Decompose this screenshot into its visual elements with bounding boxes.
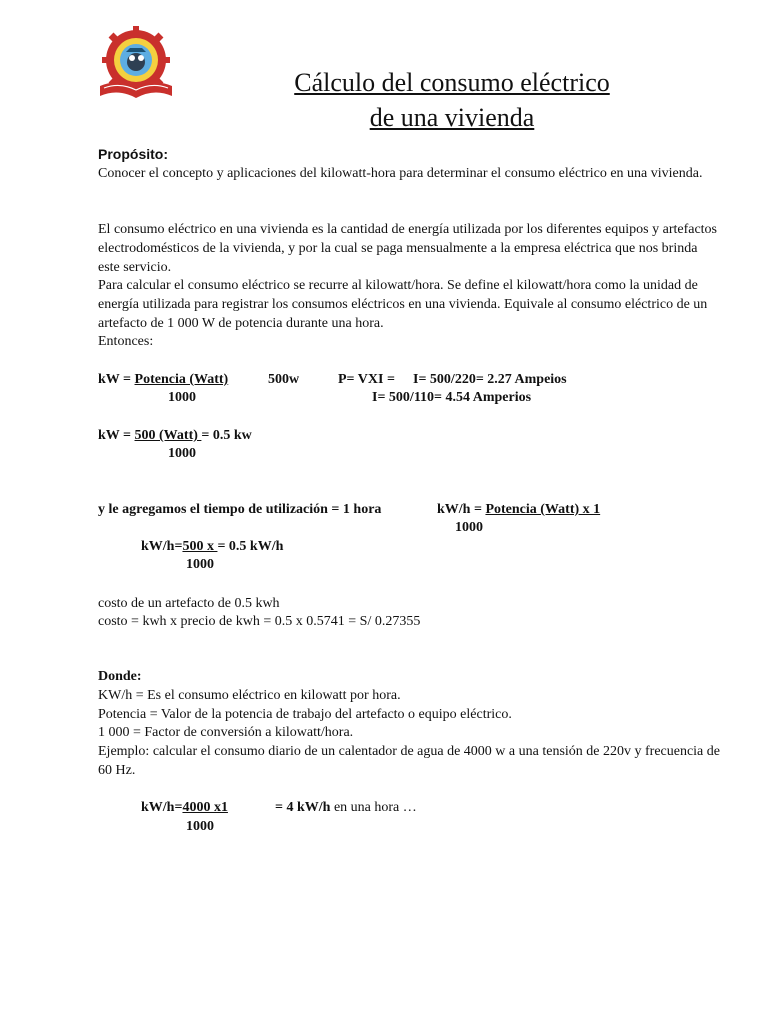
power-value: 500w: [268, 372, 300, 387]
formula-denominator: 1000: [186, 819, 214, 834]
formula-numerator: 4000 x1: [182, 800, 228, 815]
donde-heading: Donde:: [98, 669, 142, 684]
entonces-text: Entonces:: [98, 334, 154, 349]
time-usage-text: y le agregamos el tiempo de utilización = 1 hora: [98, 502, 382, 517]
current-220: I= 500/220= 2.27 Ampeios: [413, 372, 567, 387]
formula-numerator: 500 (Watt): [134, 428, 202, 443]
formula-result-value: = 4 kW/h: [275, 800, 331, 815]
purpose-text: Conocer el concepto y aplicaciones del kilowatt-hora para determinar el consumo eléctrico en una vivienda.: [98, 166, 703, 181]
formula-lhs: kW =: [98, 372, 135, 387]
formula-kwh-4000: [141, 798, 228, 817]
formula-kwh-500: [141, 537, 283, 556]
power-formula: P= VXI =: [338, 372, 395, 387]
current-110: I= 500/110= 4.54 Amperios: [372, 390, 532, 405]
formula-numerator: 500 x: [182, 539, 218, 554]
formula-denominator: 1000: [168, 446, 196, 461]
formula-denominator: 1000: [186, 557, 214, 572]
formula-numerator: Potencia (Watt): [134, 372, 229, 387]
logo-emblem: [96, 26, 176, 102]
formula-lhs: kW =: [98, 428, 135, 443]
page-title-line-1: Cálculo del consumo eléctrico: [294, 68, 610, 97]
formula-lhs: kW/h=: [141, 800, 183, 815]
purpose-heading: Propósito:: [98, 146, 168, 162]
example-text: Ejemplo: calcular el consumo diario de un calentador de agua de 4000 w a una tensión de 220v y frecuencia de 60 Hz.: [98, 744, 720, 778]
formula-denominator: 1000: [455, 520, 483, 535]
formula-lhs: kW/h =: [437, 502, 486, 517]
formula-kw-500: [98, 426, 252, 445]
formula-denominator: 1000: [168, 390, 196, 405]
formula-result-note: en una hora …: [330, 800, 417, 815]
formula-result: = 0.5 kw: [201, 428, 252, 443]
formula-result: [275, 798, 417, 817]
definition-potencia: Potencia = Valor de la potencia de trabajo del artefacto o equipo eléctrico.: [98, 707, 512, 722]
page-title-line-2: de una vivienda: [369, 103, 535, 132]
institution-logo: [96, 26, 176, 102]
cost-line-2: costo = kwh x precio de kwh = 0.5 x 0.5741 = S/ 0.27355: [98, 614, 421, 629]
definition-kwh: KW/h = Es el consumo eléctrico en kilowatt por hora.: [98, 688, 401, 703]
paragraph-kilowatt-hora: Para calcular el consumo eléctrico se recurre al kilowatt/hora. Se define el kilowatt/hora como la unidad de energía utilizada para registrar los consumos eléctricos en una vivienda. Equivale al consumo eléctrico de un artefacto de 1 000 W de potencia durante una hora.: [98, 278, 708, 331]
formula-kw-power: [98, 370, 228, 389]
formula-result: = 0.5 kW/h: [217, 539, 284, 554]
formula-kwh-power: [437, 500, 600, 519]
formula-lhs: kW/h=: [141, 539, 183, 554]
paragraph-consumo: El consumo eléctrico en una vivienda es la cantidad de energía utilizada por los diferentes equipos y artefactos electrodomésticos de la vivienda, y por la cual se paga mensualmente a la empresa eléctrica que nos brinda este servicio.: [98, 222, 718, 275]
formula-numerator: Potencia (Watt) x 1: [485, 502, 601, 517]
cost-line-1: costo de un artefacto de 0.5 kwh: [98, 596, 280, 611]
definition-1000: 1 000 = Factor de conversión a kilowatt/hora.: [98, 725, 354, 740]
